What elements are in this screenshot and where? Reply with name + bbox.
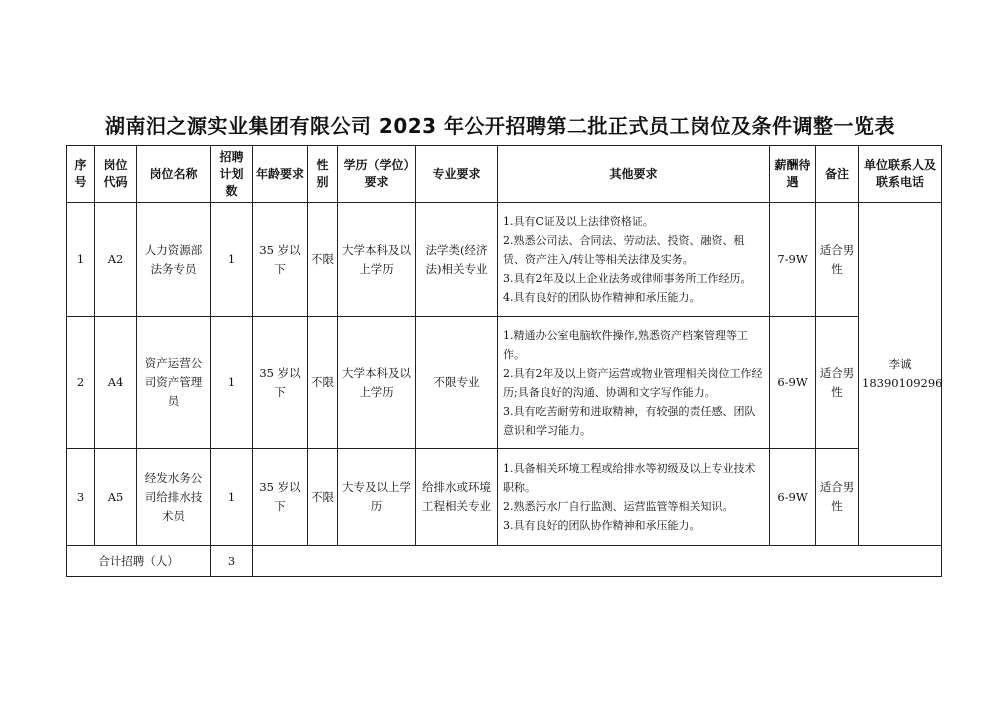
cell-code: A5 [95,449,137,546]
requirement-line: 4.具有良好的团队协作精神和承压能力。 [503,291,701,304]
table-row [67,203,942,317]
table-header-row [67,146,942,203]
cell-edu: 大学本科及以上学历 [338,317,416,449]
cell-gender: 不限 [308,449,338,546]
cell-major: 不限专业 [416,317,498,449]
requirement-line: 2.熟悉污水厂自行监测、运营监管等相关知识。 [503,500,734,513]
cell-remark: 适合男性 [816,449,859,546]
cell-gender: 不限 [308,317,338,449]
header-major: 专业要求 [416,146,498,203]
header-other: 其他要求 [498,146,770,203]
cell-gender: 不限 [308,203,338,317]
header-gender: 性别 [308,146,338,203]
cell-plan: 1 [211,203,253,317]
cell-plan: 1 [211,317,253,449]
table-row [67,317,942,449]
cell-seq: 2 [67,317,95,449]
header-salary: 薪酬待遇 [770,146,816,203]
cell-age: 35 岁以下 [253,203,308,317]
cell-salary: 6-9W [770,317,816,449]
cell-name: 人力资源部法务专员 [137,203,211,317]
total-label: 合计招聘（人） [67,546,211,577]
cell-age: 35 岁以下 [253,317,308,449]
header-code: 岗位代码 [95,146,137,203]
header-name: 岗位名称 [137,146,211,203]
cell-age: 35 岁以下 [253,449,308,546]
cell-code: A4 [95,317,137,449]
contact-phone: 18390109296 [862,376,943,390]
total-row [67,546,942,577]
table-row [67,449,942,546]
requirement-line: 3.具有良好的团队协作精神和承压能力。 [503,519,701,532]
header-contact: 单位联系人及联系电话 [859,146,942,203]
requirement-line: 3.具有吃苦耐劳和进取精神，有较强的责任感、团队意识和学习能力。 [503,404,756,437]
cell-edu: 大专及以上学历 [338,449,416,546]
cell-remark: 适合男性 [816,317,859,449]
cell-seq: 3 [67,449,95,546]
cell-other-requirements [498,203,770,317]
cell-name: 经发水务公司给排水技术员 [137,449,211,546]
cell-salary: 7-9W [770,203,816,317]
cell-plan: 1 [211,449,253,546]
cell-major: 给排水或环境工程相关专业 [416,449,498,546]
requirement-line: 1.精通办公室电脑软件操作,熟悉资产档案管理等工作。 [503,328,748,361]
requirement-line: 2.熟悉公司法、合同法、劳动法、投资、融资、租赁、资产注入/转让等相关法律及实务。 [503,234,745,266]
requirement-line: 1.具有C证及以上法律资格证。 [503,215,654,228]
requirement-line: 3.具有2年及以上企业法务或律师事务所工作经历。 [503,272,752,285]
total-value: 3 [211,546,253,577]
cell-seq: 1 [67,203,95,317]
total-empty-cell [253,546,942,577]
cell-code: A2 [95,203,137,317]
recruitment-table [66,145,942,577]
header-seq: 序号 [67,146,95,203]
header-remark: 备注 [816,146,859,203]
cell-other-requirements [498,317,770,449]
header-age: 年龄要求 [253,146,308,203]
cell-name: 资产运营公司资产管理员 [137,317,211,449]
cell-salary: 6-9W [770,449,816,546]
contact-name: 李诚 [888,357,912,371]
cell-edu: 大学本科及以上学历 [338,203,416,317]
requirement-line: 1.具备相关环境工程或给排水等初级及以上专业技术职称。 [503,462,756,494]
cell-contact [859,203,942,546]
requirement-line: 2.具有2年及以上资产运营或物业管理相关岗位工作经历;具备良好的沟通、协调和文字写作能力。 [503,366,763,399]
cell-remark: 适合男性 [816,203,859,317]
cell-major: 法学类(经济法)相关专业 [416,203,498,317]
header-edu: 学历（学位）要求 [338,146,416,203]
cell-other-requirements [498,449,770,546]
document-title: 湖南汨之源实业集团有限公司 2023 年公开招聘第二批正式员工岗位及条件调整一览表 [104,114,896,138]
header-plan: 招聘计划数 [211,146,253,203]
